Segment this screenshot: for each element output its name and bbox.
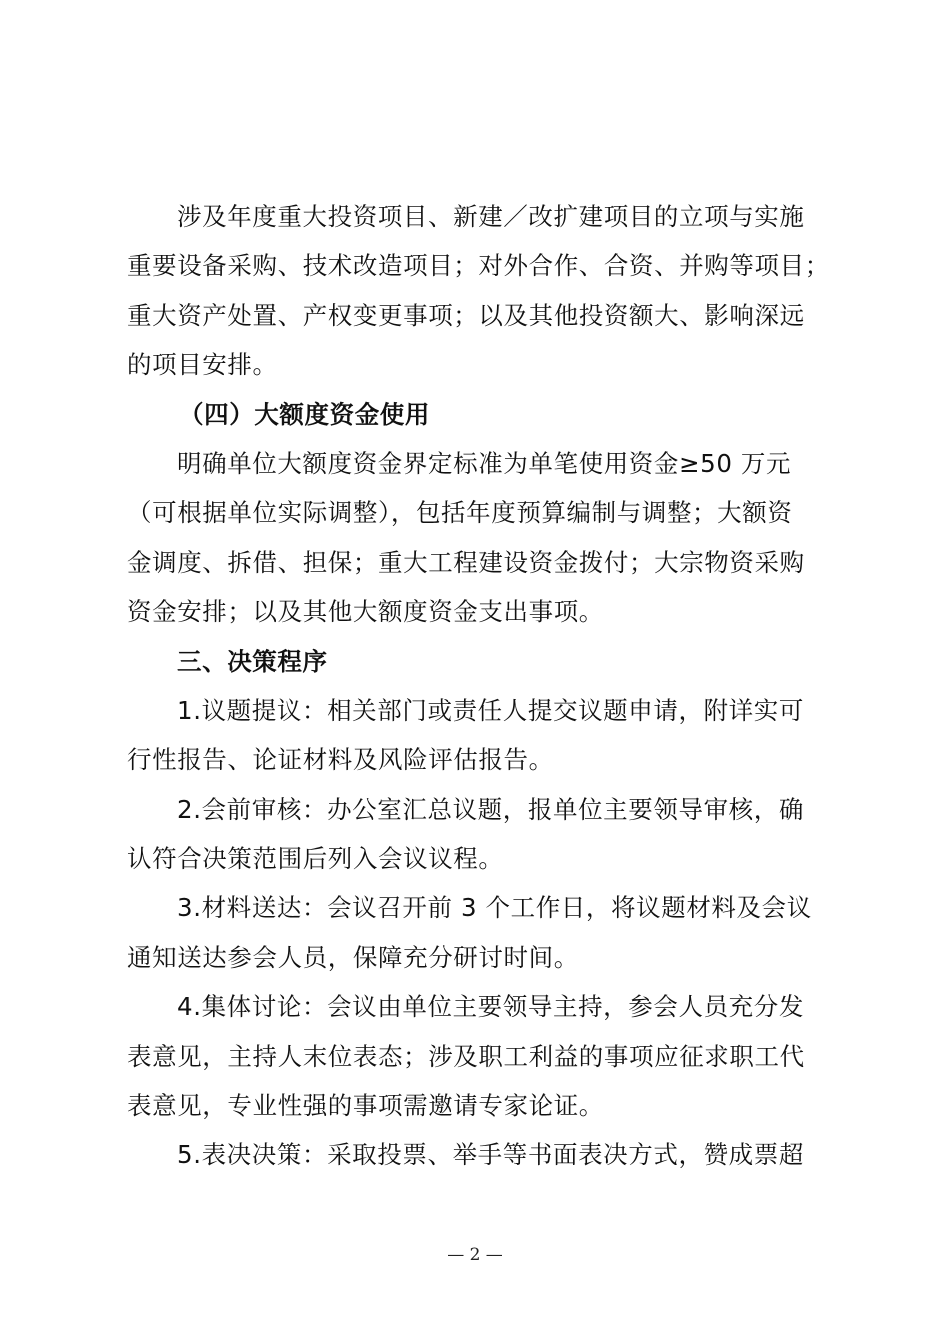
paragraph-line: 明确单位大额度资金界定标准为单笔使用资金≥50 万元 — [177, 448, 792, 478]
paragraph-line: 重大资产处置、产权变更事项；以及其他投资额大、影响深远 — [127, 300, 805, 330]
paragraph-line: 涉及年度重大投资项目、新建／改扩建项目的立项与实施 — [177, 202, 805, 231]
paragraph-line: 表意见，主持人末位表态；涉及职工利益的事项应征求职工代 — [127, 1041, 805, 1071]
paragraph-line: 通知送达参会人员，保障充分研讨时间。 — [127, 942, 579, 972]
paragraph-line: 金调度、拆借、担保；重大工程建设资金拨付；大宗物资采购 — [127, 547, 805, 577]
paragraph-line: 行性报告、论证材料及风险评估报告。 — [127, 745, 554, 775]
paragraph-line: 重要设备采购、技术改造项目；对外合作、合资、并购等项目； — [127, 251, 830, 281]
page-number: — 2 — — [447, 1245, 503, 1265]
procedure-step-4: 4.集体讨论：会议由单位主要领导主持，参会人员充分发 — [177, 992, 804, 1022]
procedure-step-5: 5.表决决策：采取投票、举手等书面表决方式，赞成票超 — [177, 1140, 804, 1170]
document-body — [127, 192, 830, 1180]
section-heading-4: （四）大额度资金使用 — [179, 399, 430, 429]
paragraph-line: 表意见，专业性强的事项需邀请专家论证。 — [127, 1091, 604, 1121]
paragraph-line: 的项目安排。 — [127, 350, 278, 380]
procedure-step-2: 2.会前审核：办公室汇总议题，报单位主要领导审核，确 — [177, 794, 804, 824]
procedure-step-3: 3.材料送达：会议召开前 3 个工作日，将议题材料及会议 — [177, 893, 812, 923]
paragraph-line: （可根据单位实际调整），包括年度预算编制与调整；大额资 — [127, 498, 793, 528]
paragraph-line: 资金安排；以及其他大额度资金支出事项。 — [127, 597, 604, 627]
procedure-step-1: 1.议题提议：相关部门或责任人提交议题申请，附详实可 — [177, 695, 804, 725]
section-heading-3: 三、决策程序 — [177, 646, 328, 676]
paragraph-line: 认符合决策范围后列入会议议程。 — [127, 844, 504, 874]
